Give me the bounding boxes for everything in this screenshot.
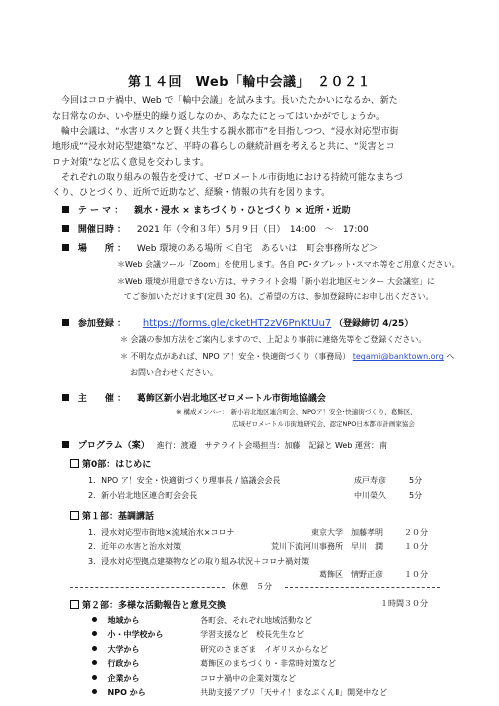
checkbox-icon	[70, 600, 79, 609]
activity-detail: 共助支援アプリ「天サイ！まなぶくんⅡ」開発中など	[200, 687, 388, 697]
venue-note: ＊Web 環境が用意できない方は、サテライト会場「新小岩北地区センター 大会議室」に	[117, 277, 435, 287]
duration: ２０分	[404, 527, 428, 537]
bullet-icon	[92, 631, 97, 636]
part0-heading	[70, 457, 151, 470]
speaker-name: 東京大学 加藤孝明	[311, 527, 383, 537]
duration: １時間３０分	[380, 599, 428, 609]
list-item	[92, 629, 304, 640]
square-bullet-icon	[62, 206, 69, 213]
registration-note-text: ＊ 不明な点があれば、NPO ア！安全・快適街づくり（事務局）	[120, 352, 351, 362]
registration-note	[120, 351, 454, 362]
list-item	[92, 658, 336, 669]
venue-row	[62, 241, 378, 254]
square-bullet-icon	[62, 441, 69, 448]
venue-note: ＊Web 会議ツール「Zoom」を使用します。各自 PC･タブレット･スマホ等をご用意ください。	[117, 259, 460, 269]
intro-line: な日常なのか、いや歴史的繰り返しなのか、あなたにとってはいかがでしょうか。	[52, 111, 385, 122]
square-bullet-icon	[62, 244, 69, 251]
bullet-icon	[92, 617, 97, 622]
square-bullet-icon	[62, 319, 69, 326]
program-row	[62, 438, 387, 451]
list-item	[92, 615, 312, 626]
part1-heading	[70, 509, 154, 522]
theme-label: テ ー マ ：	[77, 205, 124, 216]
list-item	[92, 673, 296, 684]
part0-heading-text: 第0部：はじめに	[82, 460, 152, 471]
speaker-name: 葛飾区 情野正彦	[319, 570, 383, 580]
intro-line: 今回はコロナ禍中、Web で「輪中会議」を試みます。長いたたかいになるか、新た	[61, 96, 398, 107]
square-bullet-icon	[62, 394, 69, 401]
registration-link[interactable]: https://forms.gle/cketHT2zV6PnKtUu7	[142, 317, 332, 329]
duration: 5分	[409, 476, 423, 486]
activity-detail: コロナ禍中の企業対策など	[200, 673, 297, 683]
date-value: 2021 年（令和３年）5月９日（日） 14:00 ～ 17:00	[136, 224, 369, 235]
bullet-icon	[92, 660, 97, 665]
intro-line: くり、ひとづくり、近所で近助など、経験・情報の共有を図ります。	[52, 188, 331, 199]
activity-source: 企業から	[107, 673, 140, 683]
part1-heading-text: 第１部：基調講話	[82, 511, 155, 522]
activity-source: 小・中学校から	[107, 630, 164, 640]
divider	[70, 587, 225, 588]
part2-heading-text: 第２部：多様な活動報告と意見交換	[82, 601, 227, 612]
list-item	[92, 687, 387, 698]
speaker-name: 中川榮久	[354, 490, 386, 500]
contact-email-link[interactable]: tegami@banktown.org	[352, 352, 444, 362]
organizer-members: ※ 構成メンバー： 新小岩北地区連合町会、NPOア！安全･快適街づくり、葛飾区、	[176, 408, 417, 417]
intro-line: それぞれの取り組みの報告を受けて、ゼロメートル市街地における持続可能なまちづ	[61, 173, 403, 184]
intro-text	[52, 94, 452, 202]
duration: 5分	[409, 490, 423, 500]
program-item: 2．新小岩北地区連合町会会長	[88, 490, 198, 500]
break-label: 休憩 ５分	[232, 582, 272, 592]
checkbox-icon	[70, 511, 79, 520]
venue-label: 場 所 ：	[77, 243, 127, 254]
program-item: 1．NPO ア！安全・快適街づくり理事長 / 協議会会長	[88, 476, 281, 486]
divider	[285, 587, 440, 588]
venue-value: Web 環境のある場所 ＜自宅 あるいは 町会事務所など＞	[136, 243, 379, 254]
program-staff: 進行：渡邉 サテライト会場担当：加藤 記録と Web 運営：南	[156, 441, 387, 451]
registration-deadline: （登録締切 4/25）	[334, 318, 414, 329]
registration-note: ＊ 会議の参加方法をご案内しますので、上記より事前に連絡先等をご登録ください。	[120, 334, 427, 344]
part2-heading	[70, 598, 226, 611]
intro-line: ロナ対策”など広く意見を交わします。	[52, 157, 209, 168]
organizer-row	[62, 391, 326, 404]
registration-row	[62, 316, 413, 329]
registration-note: お問い合わせください。	[130, 368, 218, 378]
square-bullet-icon	[62, 225, 69, 232]
intro-line: 地形成”“浸水対応型建築”など、平時の暮らしの継続計画を考えると共に、“災害とコ	[52, 142, 395, 153]
registration-label: 参加登録 ：	[77, 318, 127, 329]
list-item	[92, 644, 328, 655]
activity-source: 地域から	[107, 615, 140, 625]
date-row	[62, 222, 369, 235]
program-item: 3．浸水対応型拠点建築物などの取り組み状況＋コロナ禍対策	[88, 556, 310, 566]
program-item: 1．浸水対応型市街地×流域治水×コロナ	[88, 527, 235, 537]
program-label: プログラム（案）	[77, 441, 150, 452]
bullet-icon	[92, 675, 97, 680]
program-item: 2．近年の水害と治水対策	[88, 542, 182, 552]
venue-note: てご参加いただけます(定員 30 名)。ご希望の方は、参加登録時にお申し出ください。	[124, 292, 434, 302]
organizer-value: 葛飾区新小岩北地区ゼロメートル市街地協議会	[136, 394, 326, 404]
bullet-icon	[92, 646, 97, 651]
activity-detail: 学習支援など 校長先生など	[200, 630, 305, 640]
speaker-name: 成戸寿彦	[354, 476, 386, 486]
speaker-name: 荒川下流河川事務所 早川 潤	[271, 542, 383, 552]
activity-source: 行政から	[107, 659, 140, 669]
registration-note-text: へ	[446, 352, 455, 362]
organizer-label: 主 催 ：	[77, 394, 127, 404]
intro-line: 輪中会議は、“水害リスクと賢く共生する親水都市”を目指しつつ、“浸水対応型市街	[61, 126, 399, 137]
checkbox-icon	[70, 459, 79, 468]
theme-row	[62, 203, 351, 216]
activity-source: 大学から	[107, 644, 140, 654]
date-label: 開催日時 ：	[77, 224, 127, 235]
page-title: 第１４回 Web「輪中会議」 ２０２１	[128, 74, 371, 90]
duration: １０分	[404, 542, 428, 552]
theme-value: 親水・浸水 × まちづくり・ひとづくり × 近所・近助	[134, 205, 351, 216]
organizer-members: 広域ゼロメートル市街地研究会、認定NPO日本都市計画家協会	[232, 420, 415, 429]
activity-detail: 各町会、それぞれ地域活動など	[200, 615, 313, 625]
duration: １０分	[404, 570, 428, 580]
activity-detail: 研究のさまざま イギリスからなど	[200, 644, 328, 654]
activity-source: NPO から	[107, 687, 146, 697]
activity-detail: 葛飾区のまちづくり・非常時対策など	[200, 659, 337, 669]
bullet-icon	[92, 689, 97, 694]
